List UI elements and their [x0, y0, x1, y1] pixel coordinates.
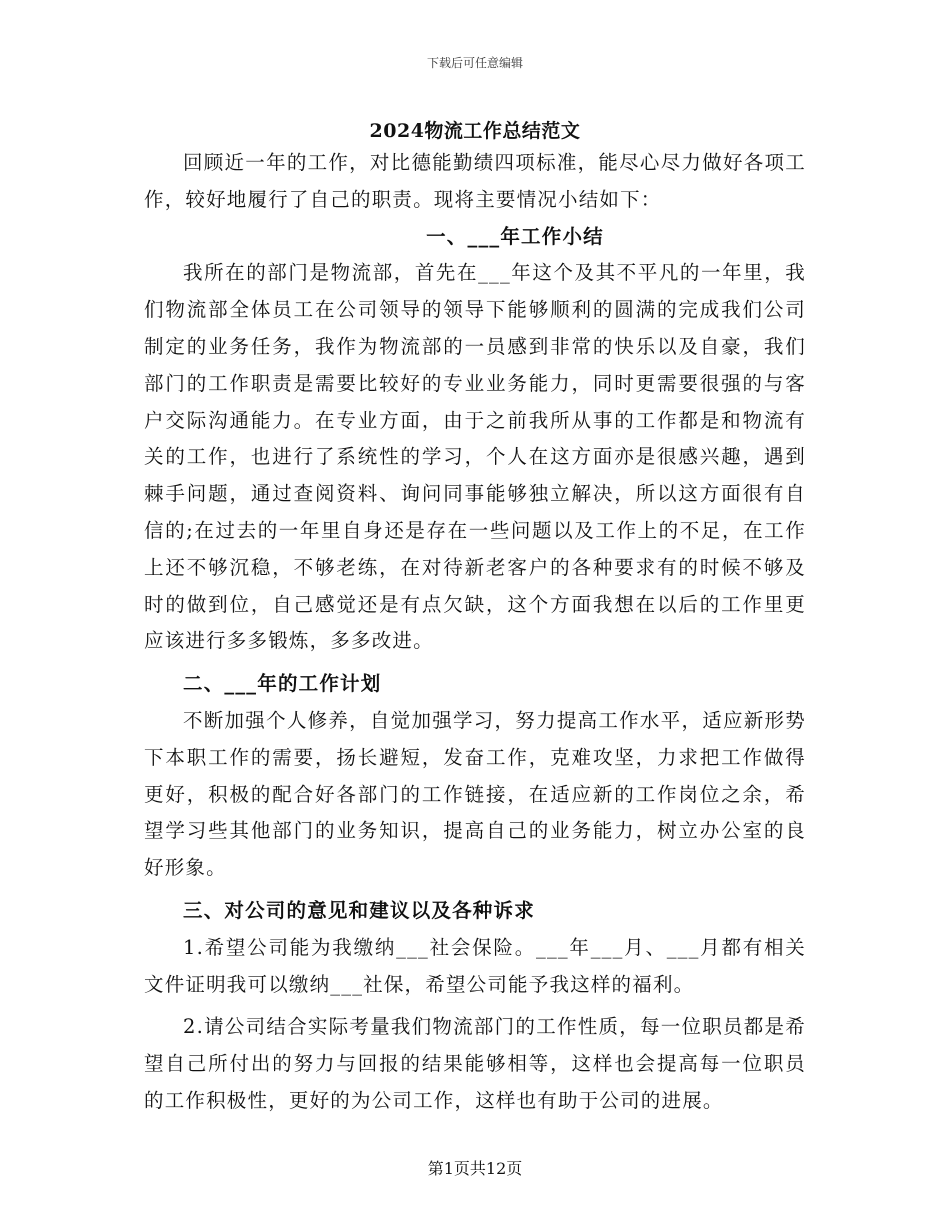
section3-item-1: 1.希望公司能为我缴纳___社会保险。___年___月、___月都有相关文件证明我可以缴纳___社保，希望公司能予我这样的福利。: [144, 935, 806, 996]
document-body: [144, 145, 806, 1120]
section3-heading: 三、对公司的意见和建议以及各种诉求: [183, 898, 535, 922]
document-title: 2024物流工作总结范文: [369, 120, 581, 142]
section1-heading: 一、___年工作小结: [426, 224, 604, 248]
section1-paragraph: 我所在的部门是物流部，首先在___年这个及其不平凡的一年里，我们物流部全体员工在公司领导的领导下能够顺利的圆满的完成我们公司制定的业务任务，我作为物流部的一员感到非常的快乐以及自豪，我们部门的工作职责是需要比较好的专业业务能力，同时更需要很强的与客户交际沟通能力。在专业方面，由于之前我所从事的工作都是和物流有关的工作，也进行了系统性的学习，个人在这方面亦是很感兴趣，遇到棘手问题，通过查阅资料、询问同事能够独立解决，所以这方面很有自信的;在过去的一年里自身还是存在一些问题以及工作上的不足，在工作上还不够沉稳，不够老练，在对待新老客户的各种要求有的时候不够及时的做到位，自己感觉还是有点欠缺，这个方面我想在以后的工作里更应该进行多多锻炼，多多改进。: [144, 261, 806, 653]
page-footer: 第1页共12页: [427, 1159, 523, 1178]
section3-item-2: 2.请公司结合实际考量我们物流部门的工作性质，每一位职员都是希望自己所付出的努力与回报的结果能够相等，这样也会提高每一位职员的工作积极性，更好的为公司工作，这样也有助于公司的进展。: [144, 1015, 806, 1112]
header-note: 下载后可任意编辑: [426, 56, 523, 70]
section2-heading: 二、___年的工作计划: [183, 672, 382, 696]
section2-paragraph: 不断加强个人修养，自觉加强学习，努力提高工作水平，适应新形势下本职工作的需要，扬长避短，发奋工作，克难攻坚，力求把工作做得更好，积极的配合好各部门的工作链接，在适应新的工作岗位之余，希望学习些其他部门的业务知识，提高自己的业务能力，树立办公室的良好形象。: [144, 708, 806, 880]
intro-paragraph: 回顾近一年的工作，对比德能勤绩四项标准，能尽心尽力做好各项工作，较好地履行了自己的职责。现将主要情况小结如下：: [144, 151, 806, 211]
